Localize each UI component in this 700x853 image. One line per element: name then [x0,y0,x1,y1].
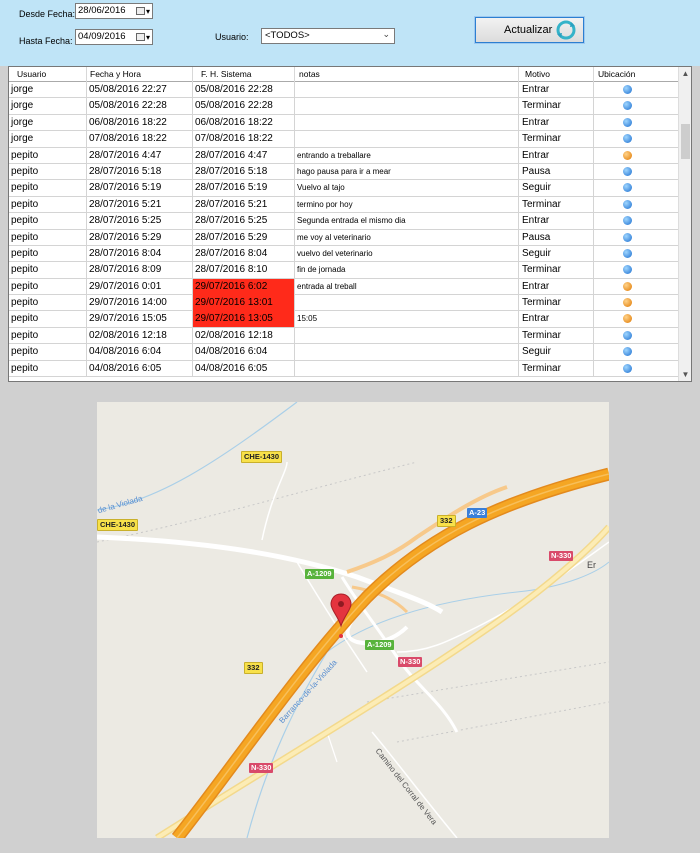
cell-datetime: 29/07/2016 15:05 [87,311,193,327]
cell-system-datetime: 29/07/2016 13:01 [193,295,295,311]
road-label-332: 332 [437,515,456,527]
cell-location [594,82,679,98]
table-row[interactable] [9,82,679,98]
user-select-value: <TODOS> [265,30,310,41]
cell-datetime: 06/08/2016 18:22 [87,115,193,131]
cell-datetime: 02/08/2016 12:18 [87,328,193,344]
table-row[interactable] [9,180,679,196]
location-warning-icon[interactable] [623,298,632,307]
road-label-n330: N-330 [551,551,572,560]
cell-datetime: 07/08/2016 18:22 [87,131,193,147]
cell-datetime: 28/07/2016 8:04 [87,246,193,262]
cell-user: pepito [9,279,87,295]
to-date-picker[interactable] [75,29,153,45]
cell-system-datetime: 05/08/2016 22:28 [193,98,295,114]
cell-user: jorge [9,98,87,114]
user-select[interactable] [261,28,395,44]
cell-user: pepito [9,328,87,344]
map-canvas [97,402,609,838]
to-date-label: Hasta Fecha: [19,36,73,46]
cell-reason: Entrar [519,148,594,164]
cell-location [594,344,679,360]
from-date-label: Desde Fecha: [19,9,76,19]
cell-user: pepito [9,361,87,377]
column-header-notes[interactable]: notas [295,67,519,82]
filter-panel [0,0,700,66]
cell-location [594,98,679,114]
cell-reason: Entrar [519,213,594,229]
user-label: Usuario: [215,32,249,42]
cell-reason: Entrar [519,279,594,295]
cell-notes: 15:05 [295,311,519,327]
cell-user: pepito [9,197,87,213]
cell-reason: Seguir [519,246,594,262]
cell-notes: Segunda entrada el mismo dia [295,213,519,229]
chevron-down-icon: ⌄ [382,29,390,39]
location-globe-icon[interactable] [623,233,632,242]
cell-datetime: 04/08/2016 6:04 [87,344,193,360]
cell-user: jorge [9,82,87,98]
cell-notes: fin de jornada [295,262,519,278]
cell-location [594,164,679,180]
cell-datetime: 28/07/2016 5:21 [87,197,193,213]
cell-reason: Terminar [519,262,594,278]
column-header-datetime[interactable]: Fecha y Hora [87,67,193,82]
table-row[interactable] [9,328,679,344]
street-label: Camino del Corral de Vera [373,746,439,827]
place-label: Er [587,560,596,570]
white-road [262,462,287,540]
cell-user: pepito [9,344,87,360]
cell-location [594,328,679,344]
white-road [327,732,337,762]
cell-location [594,311,679,327]
cell-location [594,131,679,147]
cell-notes: entrada al treball [295,279,519,295]
column-header-reason[interactable]: Motivo [519,67,594,82]
creek-label: Barranco-de-la-Violada [277,657,339,726]
cell-system-datetime: 28/07/2016 8:04 [193,246,295,262]
cell-datetime: 28/07/2016 4:47 [87,148,193,164]
cell-datetime: 04/08/2016 6:05 [87,361,193,377]
cell-system-datetime: 28/07/2016 5:18 [193,164,295,180]
table-row[interactable] [9,197,679,213]
cell-notes [295,98,519,114]
cell-location [594,213,679,229]
cell-datetime: 28/07/2016 5:18 [87,164,193,180]
cell-system-datetime: 06/08/2016 18:22 [193,115,295,131]
cell-notes [295,115,519,131]
cell-user: pepito [9,246,87,262]
table-row[interactable] [9,213,679,229]
cell-system-datetime: 04/08/2016 6:05 [193,361,295,377]
cell-location [594,148,679,164]
cell-reason: Pausa [519,230,594,246]
cell-location [594,279,679,295]
column-header-user[interactable]: Usuario [9,67,87,82]
calendar-icon[interactable]: ▾ [132,31,150,43]
location-warning-icon[interactable] [623,151,632,160]
table-row[interactable] [9,131,679,147]
location-globe-icon[interactable] [623,167,632,176]
table-row[interactable] [9,98,679,114]
cell-notes: entrando a treballare [295,148,519,164]
cell-notes [295,82,519,98]
scroll-up-icon[interactable]: ▲ [681,69,690,78]
cell-reason: Entrar [519,115,594,131]
road-label-a1209: A-1209 [367,640,392,649]
vertical-scrollbar[interactable] [678,67,691,381]
grid-body [9,82,679,377]
refresh-icon [555,20,577,40]
cell-location [594,361,679,377]
cell-system-datetime: 05/08/2016 22:28 [193,82,295,98]
from-date-picker[interactable] [75,3,153,19]
from-date-value: 28/06/2016 [78,5,126,16]
grid-header [9,67,679,82]
cell-system-datetime: 29/07/2016 13:05 [193,311,295,327]
cell-reason: Seguir [519,180,594,196]
cell-user: pepito [9,180,87,196]
cell-reason: Terminar [519,361,594,377]
location-globe-icon[interactable] [623,118,632,127]
cell-notes: me voy al veterinario [295,230,519,246]
cell-location [594,180,679,196]
table-row[interactable] [9,344,679,360]
refresh-button[interactable] [475,17,584,43]
road-label-n330: N-330 [251,763,272,772]
cell-notes [295,295,519,311]
cell-system-datetime: 04/08/2016 6:04 [193,344,295,360]
location-globe-icon[interactable] [623,85,632,94]
cell-user: pepito [9,262,87,278]
refresh-button-label: Actualizar [504,24,553,36]
column-header-system-datetime[interactable]: F. H. Sistema [193,67,295,82]
column-header-location[interactable]: Ubicación [598,69,636,79]
cell-system-datetime: 28/07/2016 5:25 [193,213,295,229]
cell-reason: Terminar [519,197,594,213]
cell-user: pepito [9,213,87,229]
cell-location [594,295,679,311]
track-line [397,702,609,742]
a1209-road [347,487,507,572]
table-row[interactable] [9,115,679,131]
cell-user: pepito [9,148,87,164]
cell-datetime: 05/08/2016 22:28 [87,98,193,114]
cell-datetime: 28/07/2016 5:29 [87,230,193,246]
cell-user: pepito [9,230,87,246]
cell-user: pepito [9,164,87,180]
calendar-icon[interactable]: ▾ [132,5,150,17]
table-row[interactable] [9,279,679,295]
cell-datetime: 28/07/2016 8:09 [87,262,193,278]
cell-location [594,246,679,262]
cell-datetime: 05/08/2016 22:27 [87,82,193,98]
cell-system-datetime: 28/07/2016 8:10 [193,262,295,278]
cell-system-datetime: 28/07/2016 5:21 [193,197,295,213]
table-row[interactable] [9,230,679,246]
cell-user: jorge [9,115,87,131]
table-row[interactable] [9,262,679,278]
road-label-che1430: CHE-1430 [241,451,282,463]
cell-system-datetime: 28/07/2016 4:47 [193,148,295,164]
table-row[interactable] [9,148,679,164]
cell-reason: Terminar [519,328,594,344]
cell-notes: hago pausa para ir a mear [295,164,519,180]
location-warning-icon[interactable] [623,282,632,291]
cell-location [594,230,679,246]
road-label-a1209: A-1209 [307,569,332,578]
records-grid [8,66,692,382]
location-globe-icon[interactable] [623,331,632,340]
scroll-down-icon[interactable]: ▼ [681,370,690,379]
table-row[interactable] [9,246,679,262]
cell-notes [295,328,519,344]
location-globe-icon[interactable] [623,200,632,209]
scrollbar-thumb[interactable] [681,124,690,159]
white-road [372,732,457,838]
location-globe-icon[interactable] [623,364,632,373]
track-line [97,462,417,542]
road-label-a23: A-23 [469,508,486,517]
cell-system-datetime: 02/08/2016 12:18 [193,328,295,344]
cell-user: pepito [9,311,87,327]
road-label-n330: N-330 [400,657,421,666]
cell-notes [295,131,519,147]
cell-reason: Seguir [519,344,594,360]
creek-label: de la Violada [97,493,144,516]
cell-location [594,197,679,213]
cell-datetime: 28/07/2016 5:19 [87,180,193,196]
road-label-332: 332 [244,662,263,674]
cell-reason: Entrar [519,311,594,327]
location-map[interactable] [97,402,609,838]
cell-reason: Terminar [519,295,594,311]
cell-location [594,115,679,131]
cell-datetime: 29/07/2016 0:01 [87,279,193,295]
cell-reason: Terminar [519,131,594,147]
table-row[interactable] [9,361,679,377]
cell-notes: termino por hoy [295,197,519,213]
cell-reason: Terminar [519,98,594,114]
cell-reason: Pausa [519,164,594,180]
cell-user: jorge [9,131,87,147]
cell-notes [295,361,519,377]
cell-system-datetime: 28/07/2016 5:19 [193,180,295,196]
cell-user: pepito [9,295,87,311]
cell-datetime: 29/07/2016 14:00 [87,295,193,311]
cell-reason: Entrar [519,82,594,98]
cell-notes [295,344,519,360]
table-row[interactable] [9,311,679,327]
cell-location [594,262,679,278]
cell-notes: Vuelvo al tajo [295,180,519,196]
to-date-value: 04/09/2016 [78,31,126,42]
location-globe-icon[interactable] [623,249,632,258]
table-row[interactable] [9,295,679,311]
cell-system-datetime: 29/07/2016 6:02 [193,279,295,295]
road-label-che1430: CHE-1430 [97,519,138,531]
cell-system-datetime: 28/07/2016 5:29 [193,230,295,246]
cell-notes: vuelvo del veterinario [295,246,519,262]
cell-system-datetime: 07/08/2016 18:22 [193,131,295,147]
cell-datetime: 28/07/2016 5:25 [87,213,193,229]
table-row[interactable] [9,164,679,180]
